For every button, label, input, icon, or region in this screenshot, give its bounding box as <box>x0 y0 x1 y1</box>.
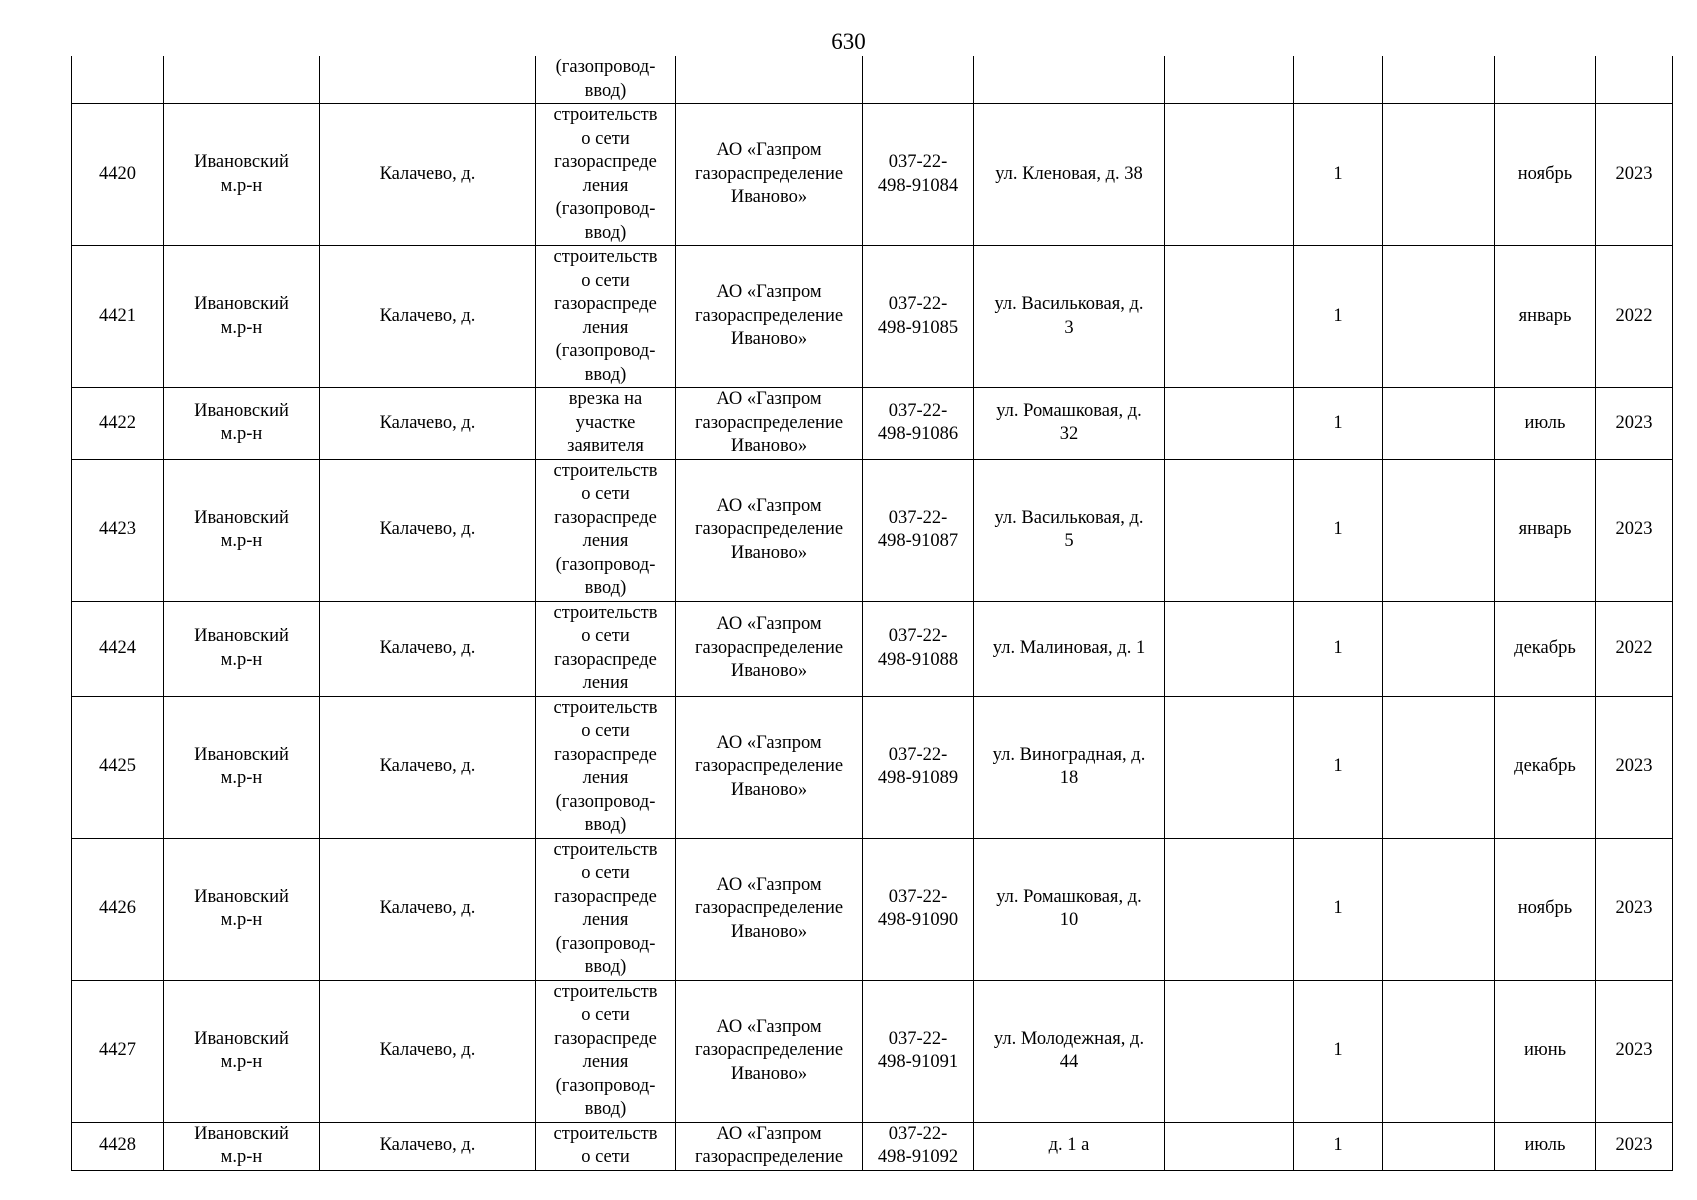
cell-year: 2022 <box>1596 601 1673 696</box>
cell-type-line: (газопровод- <box>555 1075 656 1096</box>
cell-count: 1 <box>1294 388 1383 460</box>
cell-type-line: (газопровод- <box>555 933 656 954</box>
cell-type <box>536 601 676 696</box>
cell-district <box>164 601 320 696</box>
cell-organization-line: АО «Газпром <box>716 389 822 409</box>
cell-type <box>536 459 676 601</box>
cell-district-line: Ивановский <box>194 507 289 528</box>
cell-code-line: 037-22- <box>888 744 948 765</box>
cell-month: июль <box>1495 388 1596 460</box>
cell-empty <box>1165 980 1294 1122</box>
cell-code-line: 498-91084 <box>877 175 959 196</box>
cell-type-line: о сети <box>581 721 630 741</box>
cell-organization-line: АО «Газпром <box>716 1123 822 1144</box>
cell-district-line: м.р-н <box>220 1147 263 1167</box>
cell-type-line: ввод) <box>584 364 627 385</box>
cell-organization-line: Иваново» <box>730 779 808 800</box>
cell-organization-line: АО «Газпром <box>716 732 822 753</box>
cell-code <box>863 838 974 980</box>
cell-type-line: газораспреде <box>554 649 657 670</box>
cell-organization-line: газораспределение <box>694 637 844 658</box>
cell-type-line: врезка на <box>568 389 643 409</box>
cell-type-line: газораспреде <box>554 744 657 765</box>
cell-empty <box>1165 388 1294 460</box>
cell-type-line: газораспреде <box>554 507 657 528</box>
cell-code-line: 498-91087 <box>877 531 959 551</box>
cell-number: 4421 <box>72 246 164 388</box>
cell-number: 4423 <box>72 459 164 601</box>
table-row <box>72 696 1673 838</box>
cell-code-line: 498-91092 <box>877 1147 959 1167</box>
cell-code-line: 498-91085 <box>877 317 959 338</box>
cell-empty <box>1383 696 1495 838</box>
cell-address <box>974 838 1165 980</box>
cell-organization-line: газораспределение <box>694 412 844 433</box>
cell-code <box>863 459 974 601</box>
cell-code <box>863 246 974 388</box>
cell-empty <box>72 56 164 104</box>
cell-code <box>863 980 974 1122</box>
cell-type-line: ления <box>582 768 629 788</box>
cell-type-line: (газопровод- <box>555 341 656 361</box>
cell-address-line: 32 <box>1059 424 1079 445</box>
cell-locality: Калачево, д. <box>320 601 536 696</box>
cell-organization-line: Иваново» <box>730 542 808 563</box>
table-row <box>72 980 1673 1122</box>
cell-type <box>536 56 676 104</box>
cell-month: декабрь <box>1495 696 1596 838</box>
cell-count: 1 <box>1294 696 1383 838</box>
cell-code-line: 498-91090 <box>877 910 959 930</box>
cell-type-line: ввод) <box>584 80 627 101</box>
cell-type-line: о сети <box>581 128 630 149</box>
cell-empty <box>863 56 974 104</box>
table-row <box>72 246 1673 388</box>
cell-type <box>536 980 676 1122</box>
cell-district-line: м.р-н <box>220 531 263 551</box>
cell-code <box>863 1122 974 1170</box>
cell-code-line: 498-91091 <box>877 1052 959 1072</box>
cell-empty <box>1495 56 1596 104</box>
cell-organization-line: Иваново» <box>730 1063 808 1084</box>
cell-organization <box>676 388 863 460</box>
cell-address-line: ул. Молодежная, д. <box>993 1028 1145 1049</box>
cell-type-line: строительств <box>553 460 658 481</box>
cell-empty <box>164 56 320 104</box>
cell-number: 4424 <box>72 601 164 696</box>
cell-address-line: ул. Васильковая, д. <box>994 507 1144 528</box>
cell-code-line: 498-91089 <box>877 768 959 788</box>
cell-count: 1 <box>1294 104 1383 246</box>
cell-type <box>536 246 676 388</box>
page-number: 630 <box>831 29 866 54</box>
cell-year: 2023 <box>1596 980 1673 1122</box>
cell-type-line: (газопровод- <box>555 199 656 219</box>
table-row <box>72 838 1673 980</box>
cell-type-line: ления <box>582 910 629 930</box>
cell-count: 1 <box>1294 246 1383 388</box>
cell-year: 2023 <box>1596 459 1673 601</box>
cell-empty <box>1165 838 1294 980</box>
cell-organization-line: АО «Газпром <box>716 614 822 635</box>
cell-empty <box>1165 246 1294 388</box>
cell-organization-line: газораспределение <box>694 756 844 777</box>
cell-type-line: строительств <box>553 602 658 623</box>
cell-address-line: ул. Виноградная, д. <box>992 744 1146 765</box>
cell-address-line: ул. Ромашковая, д. <box>996 400 1142 421</box>
gas-connection-table <box>71 56 1673 1171</box>
cell-type-line: (газопровод- <box>555 57 656 77</box>
cell-type-line: газораспреде <box>554 886 657 907</box>
cell-code-line: 498-91086 <box>877 424 959 445</box>
cell-address-line: ул. Кленовая, д. 38 <box>995 163 1143 184</box>
cell-organization <box>676 601 863 696</box>
cell-district-line: Ивановский <box>194 886 289 907</box>
cell-district <box>164 1122 320 1170</box>
cell-empty <box>676 56 863 104</box>
cell-address <box>974 459 1165 601</box>
cell-address <box>974 1122 1165 1170</box>
cell-month: ноябрь <box>1495 838 1596 980</box>
cell-address-line: 5 <box>1064 531 1074 551</box>
cell-year: 2023 <box>1596 1122 1673 1170</box>
cell-empty <box>1165 601 1294 696</box>
cell-empty <box>1383 601 1495 696</box>
cell-empty <box>320 56 536 104</box>
cell-organization-line: газораспределение <box>694 898 844 919</box>
cell-organization-line: Иваново» <box>730 661 808 682</box>
cell-count: 1 <box>1294 1122 1383 1170</box>
cell-type <box>536 1122 676 1170</box>
cell-address-line: 44 <box>1059 1052 1079 1072</box>
cell-code-line: 037-22- <box>888 507 948 528</box>
cell-organization-line: газораспределение <box>694 1040 844 1061</box>
cell-organization <box>676 246 863 388</box>
cell-type <box>536 696 676 838</box>
cell-organization-line: газораспределение <box>694 1147 844 1167</box>
cell-number: 4428 <box>72 1122 164 1170</box>
cell-empty <box>1165 104 1294 246</box>
cell-type-line: заявителя <box>567 436 644 456</box>
cell-code-line: 037-22- <box>888 886 948 907</box>
cell-district <box>164 980 320 1122</box>
cell-code <box>863 104 974 246</box>
cell-organization-line: АО «Газпром <box>716 1016 822 1037</box>
cell-organization <box>676 696 863 838</box>
cell-type-line: о сети <box>581 863 630 883</box>
cell-district-line: Ивановский <box>194 626 289 646</box>
cell-address-line: 18 <box>1059 768 1079 788</box>
cell-type-line: о сети <box>581 1005 630 1025</box>
cell-empty <box>1165 459 1294 601</box>
cell-empty <box>1383 104 1495 246</box>
cell-district-line: Ивановский <box>194 744 289 765</box>
cell-empty <box>1294 56 1383 104</box>
cell-type-line: ления <box>582 531 629 551</box>
cell-type <box>536 104 676 246</box>
cell-address <box>974 696 1165 838</box>
cell-code-line: 037-22- <box>888 626 948 646</box>
cell-year: 2022 <box>1596 246 1673 388</box>
cell-organization-line: АО «Газпром <box>716 282 822 303</box>
cell-number: 4425 <box>72 696 164 838</box>
cell-number: 4420 <box>72 104 164 246</box>
cell-empty <box>1383 246 1495 388</box>
table-row <box>72 104 1673 246</box>
cell-empty <box>1596 56 1673 104</box>
cell-organization-line: Иваново» <box>730 329 808 350</box>
cell-number: 4422 <box>72 388 164 460</box>
cell-type-line: ввод) <box>584 815 627 835</box>
cell-code-line: 037-22- <box>888 400 948 421</box>
cell-district-line: м.р-н <box>220 424 263 445</box>
cell-year: 2023 <box>1596 838 1673 980</box>
cell-organization <box>676 1122 863 1170</box>
cell-empty <box>1383 56 1495 104</box>
cell-type-line: ввод) <box>584 1099 627 1119</box>
cell-organization-line: АО «Газпром <box>716 140 822 161</box>
cell-month: июнь <box>1495 980 1596 1122</box>
cell-type-line: о сети <box>581 1147 630 1167</box>
cell-number: 4427 <box>72 980 164 1122</box>
cell-locality: Калачево, д. <box>320 388 536 460</box>
cell-district <box>164 246 320 388</box>
continuation-row <box>72 56 1673 104</box>
cell-type-line: ления <box>582 175 629 196</box>
cell-type-line: газораспреде <box>554 152 657 172</box>
cell-district-line: м.р-н <box>220 910 263 930</box>
cell-type-line: строительств <box>553 981 658 1002</box>
cell-district-line: м.р-н <box>220 649 263 670</box>
cell-code <box>863 696 974 838</box>
cell-address <box>974 980 1165 1122</box>
cell-locality: Калачево, д. <box>320 104 536 246</box>
cell-type-line: о сети <box>581 484 630 504</box>
cell-empty <box>1383 459 1495 601</box>
cell-district-line: м.р-н <box>220 175 263 196</box>
cell-address-line: ул. Ромашковая, д. <box>996 886 1142 907</box>
cell-district <box>164 459 320 601</box>
cell-organization-line: АО «Газпром <box>716 495 822 516</box>
cell-type-line: о сети <box>581 626 630 646</box>
cell-type-line: ления <box>582 673 629 693</box>
cell-type-line: строительств <box>553 697 658 718</box>
cell-type-line: ввод) <box>584 222 627 243</box>
cell-type-line: строительств <box>553 105 658 125</box>
cell-locality: Калачево, д. <box>320 838 536 980</box>
cell-district-line: м.р-н <box>220 768 263 788</box>
cell-district <box>164 838 320 980</box>
cell-type-line: ввод) <box>584 957 627 977</box>
cell-type-line: (газопровод- <box>555 791 656 812</box>
cell-code-line: 498-91088 <box>877 649 959 670</box>
cell-number: 4426 <box>72 838 164 980</box>
cell-year: 2023 <box>1596 388 1673 460</box>
cell-code-line: 037-22- <box>888 152 948 172</box>
cell-organization-line: газораспределение <box>694 163 844 184</box>
cell-organization-line: АО «Газпром <box>716 874 822 895</box>
cell-organization-line: Иваново» <box>730 921 808 942</box>
cell-empty <box>1383 1122 1495 1170</box>
cell-district-line: Ивановский <box>194 294 289 314</box>
cell-empty <box>1383 838 1495 980</box>
cell-locality: Калачево, д. <box>320 1122 536 1170</box>
cell-type-line: о сети <box>581 270 630 291</box>
cell-month: январь <box>1495 246 1596 388</box>
cell-month: июль <box>1495 1122 1596 1170</box>
cell-address <box>974 388 1165 460</box>
cell-empty <box>1383 388 1495 460</box>
cell-address-line: д. 1 а <box>1048 1135 1090 1156</box>
cell-district <box>164 104 320 246</box>
cell-organization <box>676 980 863 1122</box>
cell-district-line: Ивановский <box>194 400 289 421</box>
cell-district-line: Ивановский <box>194 1123 289 1144</box>
cell-type <box>536 838 676 980</box>
cell-organization-line: Иваново» <box>730 436 808 456</box>
table-row <box>72 459 1673 601</box>
cell-code-line: 037-22- <box>888 1123 948 1144</box>
cell-type <box>536 388 676 460</box>
cell-organization-line: Иваново» <box>730 187 808 208</box>
cell-code-line: 037-22- <box>888 1028 948 1049</box>
cell-district-line: Ивановский <box>194 1028 289 1049</box>
cell-month: январь <box>1495 459 1596 601</box>
cell-type-line: (газопровод- <box>555 554 656 575</box>
cell-type-line: газораспреде <box>554 1028 657 1049</box>
cell-address <box>974 104 1165 246</box>
cell-empty <box>1165 1122 1294 1170</box>
cell-address-line: ул. Васильковая, д. <box>994 294 1144 314</box>
cell-type-line: строительств <box>553 1123 658 1144</box>
cell-code <box>863 601 974 696</box>
cell-district-line: м.р-н <box>220 317 263 338</box>
cell-type-line: строительств <box>553 247 658 267</box>
table-row <box>72 601 1673 696</box>
cell-district <box>164 388 320 460</box>
cell-address-line: 10 <box>1059 910 1079 930</box>
cell-count: 1 <box>1294 838 1383 980</box>
cell-count: 1 <box>1294 980 1383 1122</box>
table-row <box>72 1122 1673 1170</box>
table-body <box>72 56 1673 1170</box>
cell-count: 1 <box>1294 459 1383 601</box>
cell-month: декабрь <box>1495 601 1596 696</box>
cell-address-line: ул. Малиновая, д. 1 <box>992 637 1146 658</box>
cell-organization <box>676 104 863 246</box>
cell-type-line: участке <box>575 412 636 433</box>
cell-type-line: газораспреде <box>554 294 657 314</box>
cell-district-line: м.р-н <box>220 1052 263 1072</box>
cell-type-line: ления <box>582 317 629 338</box>
cell-organization <box>676 838 863 980</box>
cell-type-line: ввод) <box>584 578 627 598</box>
cell-address-line: 3 <box>1064 317 1074 338</box>
cell-locality: Калачево, д. <box>320 246 536 388</box>
cell-empty <box>1165 56 1294 104</box>
cell-year: 2023 <box>1596 696 1673 838</box>
cell-month: ноябрь <box>1495 104 1596 246</box>
cell-organization <box>676 459 863 601</box>
cell-count: 1 <box>1294 601 1383 696</box>
table-row <box>72 388 1673 460</box>
cell-code <box>863 388 974 460</box>
cell-year: 2023 <box>1596 104 1673 246</box>
cell-empty <box>1383 980 1495 1122</box>
cell-type-line: строительств <box>553 839 658 860</box>
cell-district <box>164 696 320 838</box>
cell-code-line: 037-22- <box>888 294 948 314</box>
cell-type-line: ления <box>582 1052 629 1072</box>
cell-organization-line: газораспределение <box>694 305 844 326</box>
cell-locality: Калачево, д. <box>320 696 536 838</box>
cell-locality: Калачево, д. <box>320 459 536 601</box>
cell-empty <box>1165 696 1294 838</box>
cell-address <box>974 246 1165 388</box>
cell-organization-line: газораспределение <box>694 519 844 540</box>
cell-empty <box>974 56 1165 104</box>
cell-address <box>974 601 1165 696</box>
cell-locality: Калачево, д. <box>320 980 536 1122</box>
cell-district-line: Ивановский <box>194 152 289 172</box>
